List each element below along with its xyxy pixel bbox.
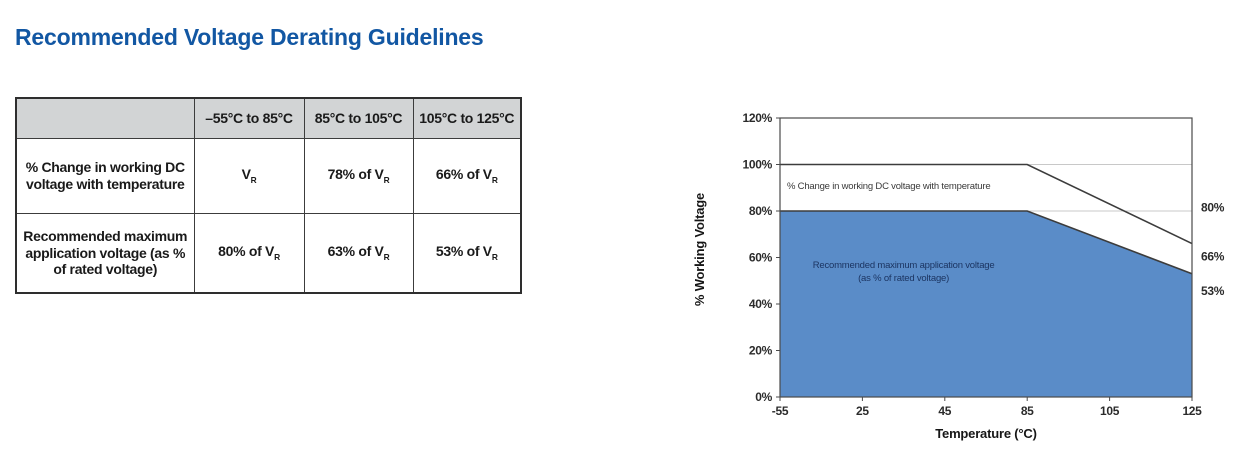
y-tick-label: 120% [742, 111, 772, 125]
y-axis-title: % Working Voltage [692, 192, 707, 307]
chart-annotation: Recommended maximum application voltage [812, 259, 995, 271]
table-row [16, 214, 521, 294]
cell-subscript: R [250, 174, 257, 185]
y-tick-label: 0% [755, 390, 772, 404]
table-header-cell-range1: –55°C to 85°C [194, 98, 304, 139]
chart-annotation: % Change in working DC voltage with temperature [787, 180, 991, 192]
derating-chart-svg [690, 90, 1236, 465]
cell-value: V [241, 166, 251, 183]
cell-subscript: R [274, 251, 280, 262]
cell-value: 78% of V [327, 166, 384, 183]
table-header-cell-blank [16, 98, 194, 139]
x-tick-label: 85 [1020, 404, 1034, 418]
cell-subscript: R [491, 174, 498, 185]
table-cell [304, 139, 413, 214]
table-row-label: % Change in working DC voltage with temperature [16, 139, 194, 214]
page-title: Recommended Voltage Derating Guidelines [15, 24, 484, 50]
table-header-cell-range3: 105°C to 125°C [413, 98, 521, 139]
table-header-row [16, 98, 521, 139]
chart-annotation: (as % of rated voltage) [858, 272, 950, 284]
table-cell [304, 214, 413, 294]
y-tick-label: 60% [748, 250, 772, 265]
right-value-label: 80% [1201, 200, 1225, 215]
table-cell [413, 214, 521, 294]
table-header-cell-range2: 85°C to 105°C [304, 98, 413, 139]
cell-value: 63% of V [327, 243, 384, 260]
x-tick-label: 45 [938, 404, 952, 418]
cell-subscript: R [491, 251, 498, 262]
table-cell [413, 139, 521, 214]
cell-value: 80% of V [218, 243, 275, 260]
table-cell [194, 214, 304, 294]
cell-subscript: R [383, 174, 390, 185]
table-row-label: Recommended maximum application voltage (as % of rated voltage) [16, 214, 194, 294]
y-tick-label: 20% [748, 343, 772, 358]
derating-chart [690, 90, 1236, 465]
x-tick-label: 25 [856, 404, 869, 418]
y-tick-label: 40% [748, 297, 772, 311]
y-tick-label: 80% [748, 204, 772, 218]
x-tick-label: -55 [771, 404, 789, 418]
right-value-label: 66% [1201, 249, 1225, 264]
y-tick-label: 100% [742, 157, 772, 172]
table-cell [194, 139, 304, 214]
cell-subscript: R [383, 251, 390, 262]
derating-table [15, 97, 522, 294]
cell-value: 53% of V [435, 243, 492, 260]
right-value-label: 53% [1201, 284, 1225, 299]
cell-value: 66% of V [435, 166, 492, 183]
table-row [16, 139, 521, 214]
x-tick-label: 105 [1100, 404, 1120, 418]
x-tick-label: 125 [1182, 404, 1202, 418]
derating-area [780, 211, 1192, 397]
x-axis-title: Temperature (°C) [935, 426, 1037, 441]
